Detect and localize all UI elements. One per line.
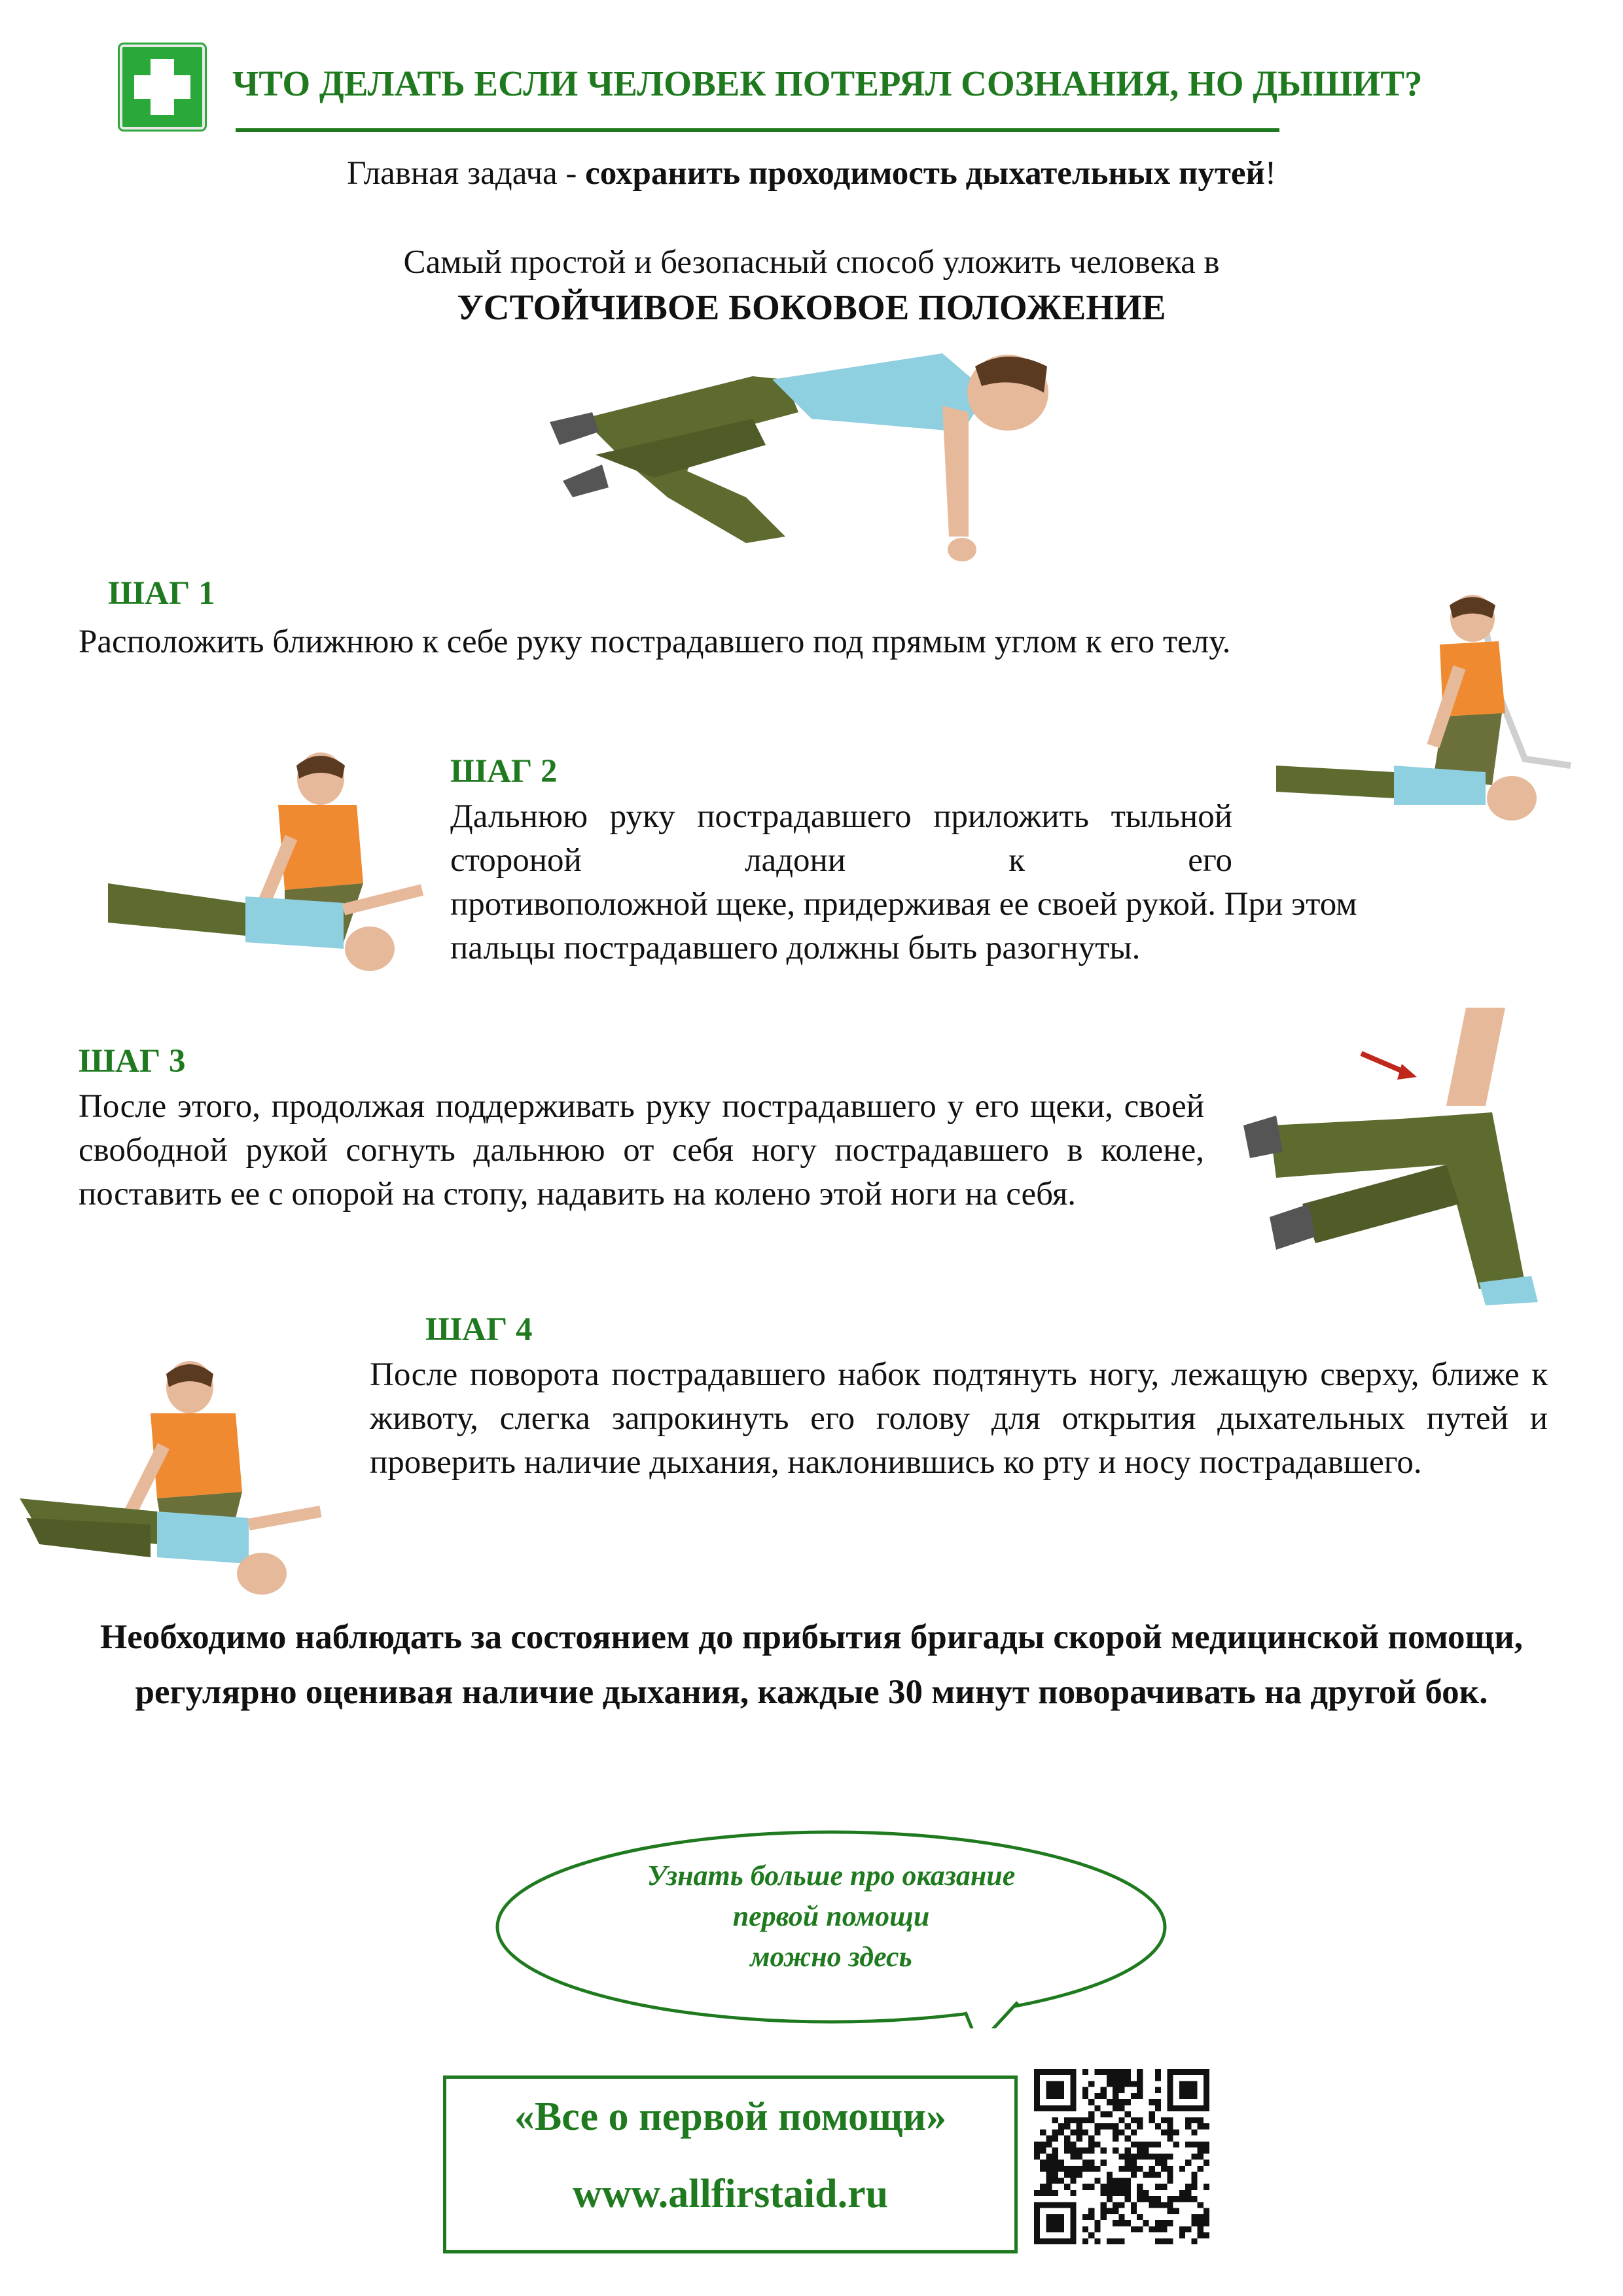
- main-task-emphasis: сохранить проходимость дыхательных путей: [585, 155, 1265, 192]
- speech-bubble-text: [494, 1856, 1168, 1977]
- bubble-line-2: первой помощи: [732, 1900, 930, 1932]
- qr-code[interactable]: [1034, 2069, 1209, 2244]
- main-task-prefix: Главная задача -: [347, 155, 586, 192]
- step-4-illustration: [0, 1348, 334, 1603]
- recovery-position-illustration: [537, 340, 1093, 563]
- bubble-line-1: Узнать больше про оказание: [647, 1860, 1016, 1892]
- bubble-line-3: можно здесь: [750, 1941, 912, 1973]
- step-3-heading: ШАГ 3: [79, 1043, 186, 1080]
- step-1-text: Расположить ближнюю к себе руку пострадавшего под прямым углом к его телу.: [79, 624, 1231, 660]
- page-title: ЧТО ДЕЛАТЬ ЕСЛИ ЧЕЛОВЕК ПОТЕРЯЛ СОЗНАНИЯ, НО ДЫШИТ?: [232, 63, 1423, 103]
- step-2-heading: ШАГ 2: [450, 753, 558, 790]
- site-name: «Все о первой помощи»: [514, 2094, 947, 2139]
- step-1-heading: ШАГ 1: [108, 575, 215, 612]
- step-3-text: После этого, продолжая поддерживать руку пострадавшего у его щеки, своей свободной рукой согнуть дальнюю от себя ногу пострадавшего в колене, поставить ее с опорой на стопу, надавить на колено этой ноги на себя.: [79, 1088, 1204, 1212]
- first-aid-cross-icon: [120, 44, 205, 130]
- title-underline: [236, 128, 1279, 132]
- site-url-link[interactable]: www.allfirstaid.ru: [572, 2172, 889, 2216]
- main-task-line: [0, 154, 1623, 192]
- step-3-illustration: [1230, 1008, 1571, 1309]
- step-4-heading: ШАГ 4: [425, 1311, 533, 1348]
- recovery-position-title: УСТОЙЧИВОЕ БОКОВОЕ ПОЛОЖЕНИЕ: [457, 287, 1166, 327]
- main-task-suffix: !: [1264, 155, 1276, 192]
- step-2-text-justified: Дальнюю руку пострадавшего приложить тыльной стороной ладони к его: [450, 798, 1232, 879]
- step-1-illustration: [1263, 589, 1590, 864]
- method-line: Самый простой и безопасный способ уложить человека в: [403, 244, 1220, 281]
- step-2-illustration: [95, 739, 435, 988]
- step-4-text: После поворота пострадавшего набок подтянуть ногу, лежащую сверху, ближе к животу, слегка запрокинуть его голову для открытия дыхательных путей и проверить наличие дыхания, наклонившись ко рту и носу пострадавшего.: [370, 1356, 1548, 1481]
- step-2-text-rest: противоположной щеке, придерживая ее своей рукой. При этом пальцы пострадавшего должны быть разогнуты.: [450, 886, 1357, 966]
- monitoring-note: Необходимо наблюдать за состоянием до прибытия бригады скорой медицинской помощи, регулярно оценивая наличие дыхания, каждые 30 минут поворачивать на другой бок.: [99, 1618, 1524, 1711]
